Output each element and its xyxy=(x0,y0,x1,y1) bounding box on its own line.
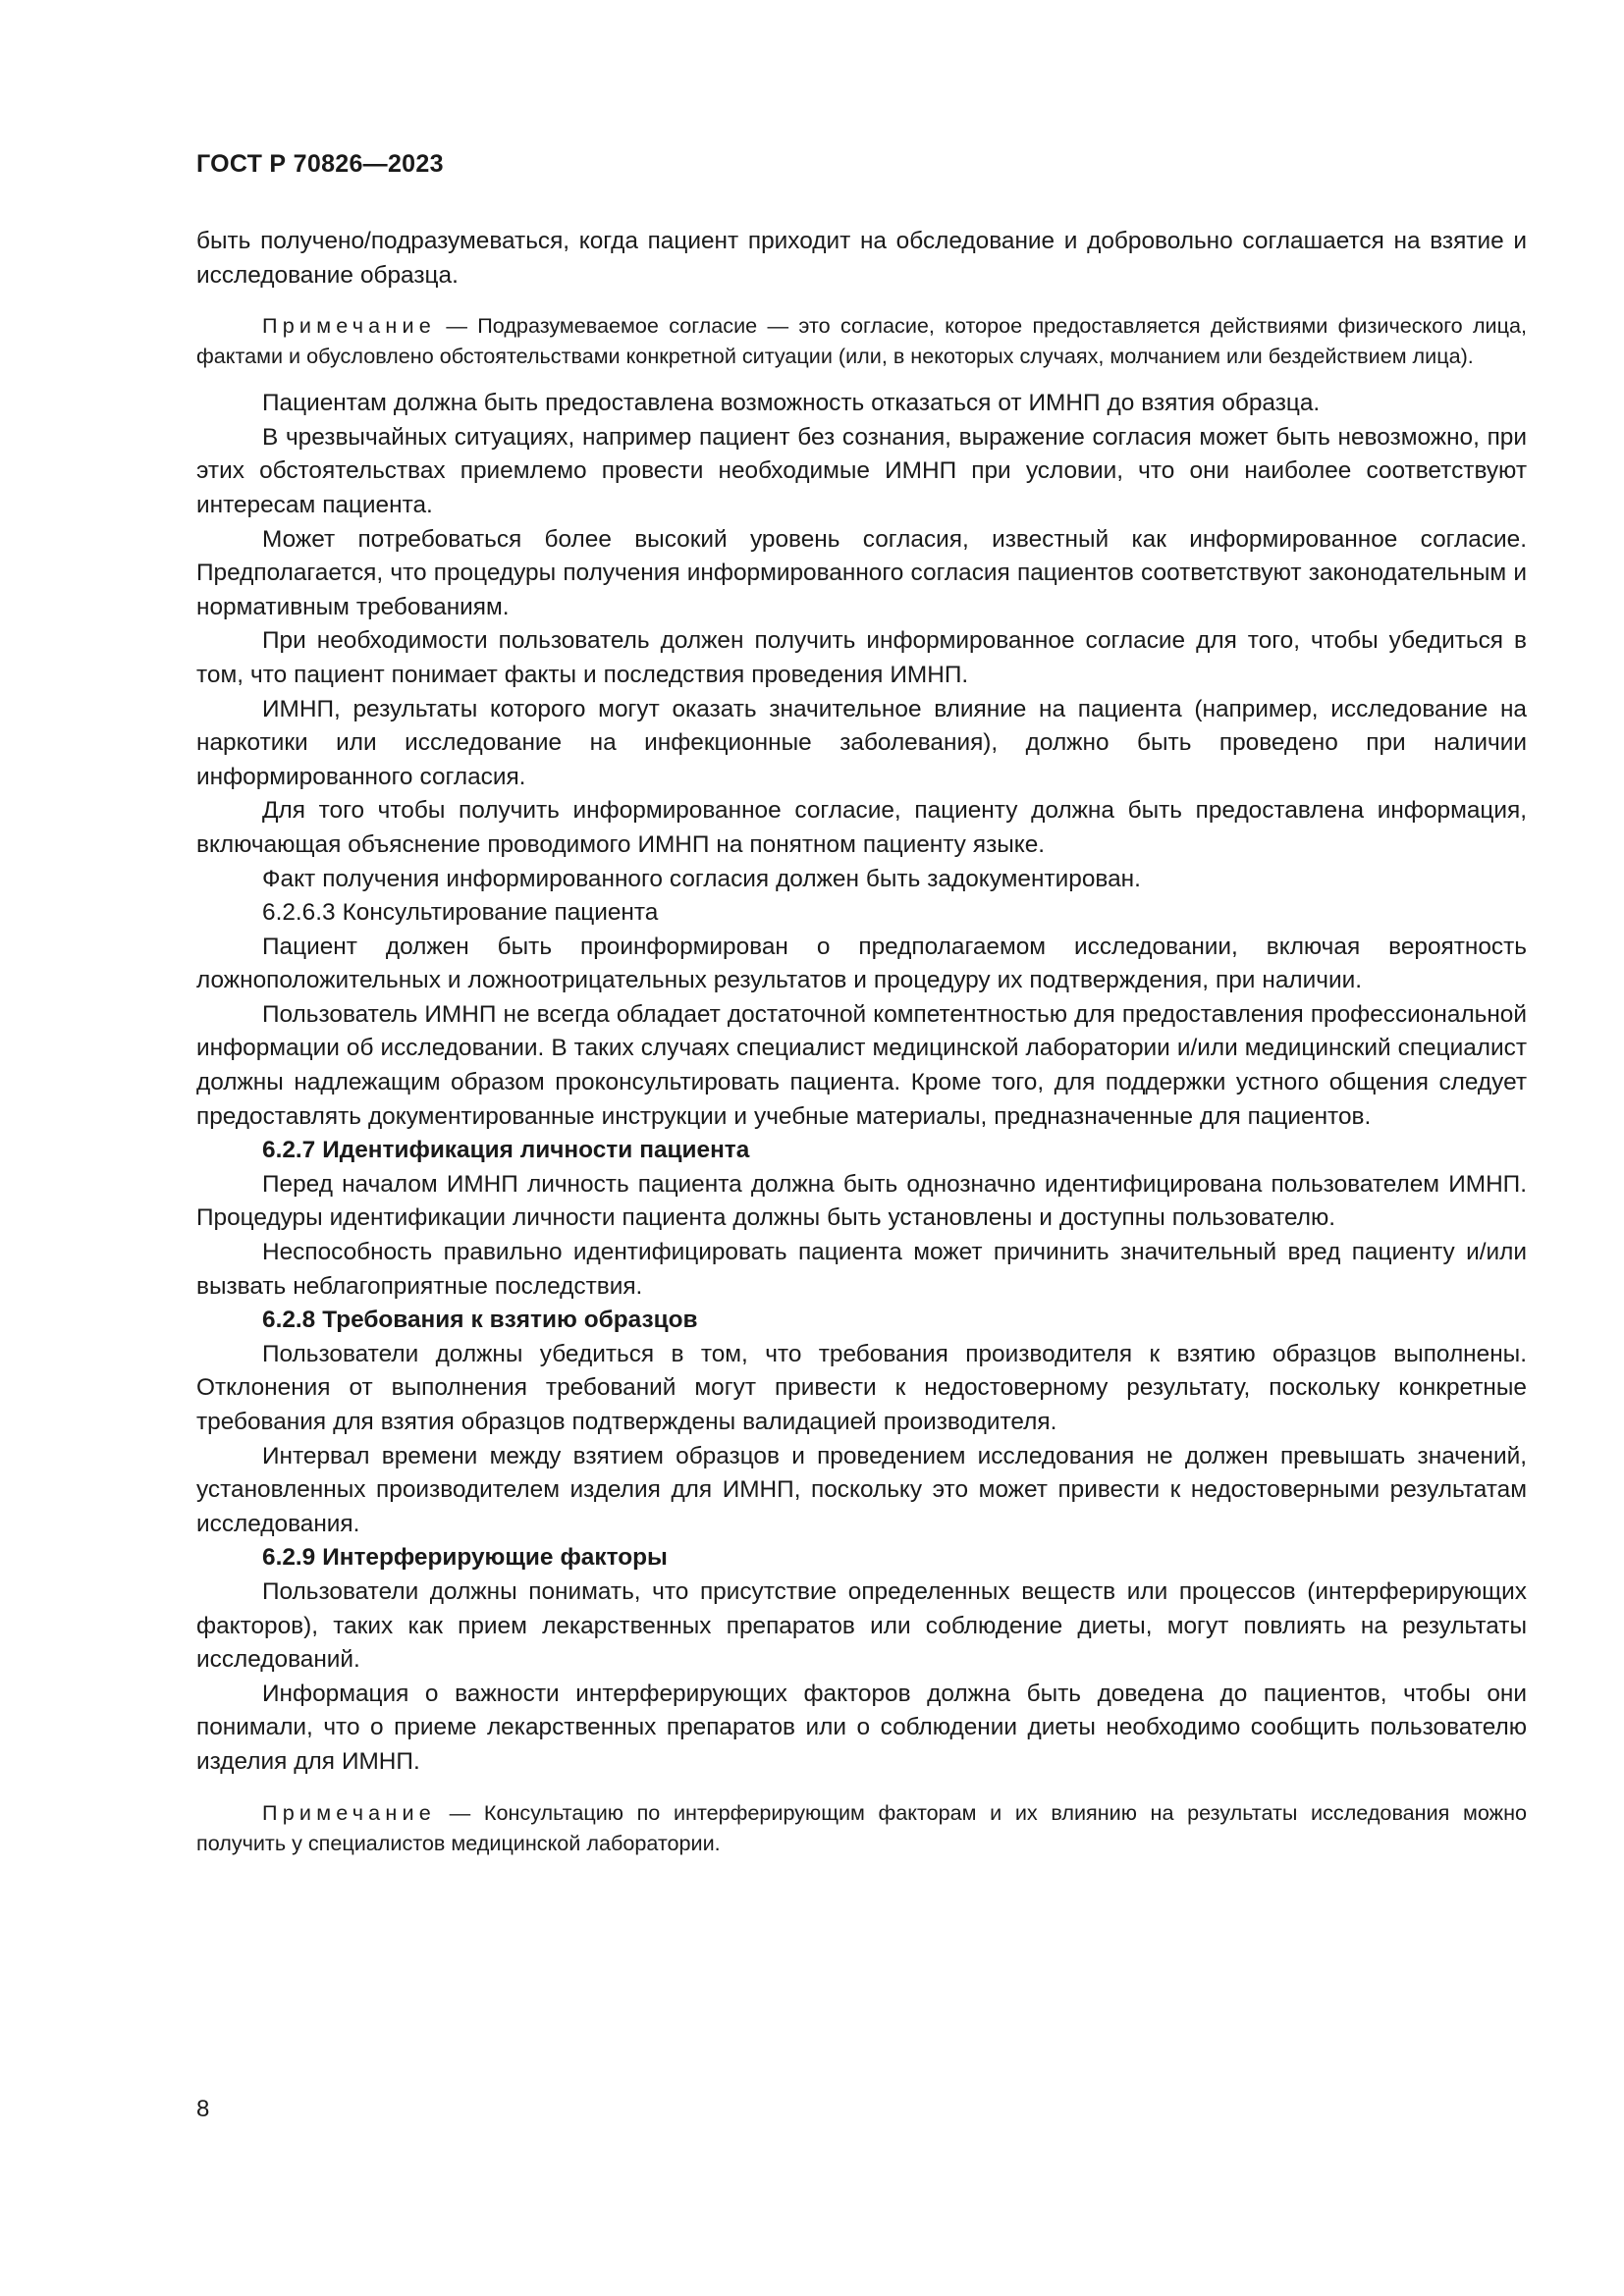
document-code-header: ГОСТ Р 70826—2023 xyxy=(196,150,444,178)
paragraph-consent-continued: быть получено/подразумеваться, когда пациент приходит на обследование и добровольно соглашается на взятие и исследование образца. xyxy=(196,228,1527,289)
section-heading-629: 6.2.9 Интерферирующие факторы xyxy=(262,1544,668,1572)
paragraph-identification-failure: Неспособность правильно идентифицировать пациента может причинить значительный вред пациенту и/или вызвать неблагоприятные последствия. xyxy=(196,1239,1527,1300)
paragraph-obtain-consent: При необходимости пользователь должен получить информированное согласие для того, чтобы убедиться в том, что пациент понимает факты и последствия проведения ИМНП. xyxy=(196,627,1527,688)
paragraph-consent-information: Для того чтобы получить информированное согласие, пациенту должна быть предоставлена информация, включающая объяснение проводимого ИМНП на понятном пациенту языке. xyxy=(196,797,1527,858)
page-number: 8 xyxy=(196,2096,210,2122)
note-implied-consent xyxy=(196,310,1527,371)
paragraph-identification: Перед началом ИМНП личность пациента должна быть однозначно идентифицирована пользователем ИМНП. Процедуры идентификации личности пациента должны быть установлены и доступны пользователю. xyxy=(196,1170,1527,1232)
paragraph-user-competence: Пользователь ИМНП не всегда обладает достаточной компетентностью для предоставления профессиональной информации об исследовании. В таких случаях специалист медицинской лаборатории и/или медицинский специалист должны надлежащим образом проконсультировать пациента. Кроме того, для поддержки устного общения следует предоставлять документированные инструкции и учебные материалы, предназначенные для пациентов. xyxy=(196,1000,1527,1130)
paragraph-manufacturer-requirements: Пользователи должны убедиться в том, что требования производителя к взятию образцов выполнены. Отклонения от выполнения требований могут привести к недостоверному результату, поскольку конкретные требования для взятия образцов подтверждены валидацией производителя. xyxy=(196,1340,1527,1435)
paragraph-patient-informed: Пациент должен быть проинформирован о предполагаемом исследовании, включая вероятность ложноположительных и ложноотрицательных результатов и процедуру их подтверждения, при наличии. xyxy=(196,933,1527,994)
paragraph-consent-documented: Факт получения информированного согласия должен быть задокументирован. xyxy=(262,865,1141,892)
paragraph-interfering-factors: Пользователи должны понимать, что присутствие определенных веществ или процессов (интерферирующих факторов), таких как прием лекарственных препаратов или соблюдение диеты, могут повлиять на результаты исследований. xyxy=(196,1577,1527,1674)
note-text: — Консультацию по интерферирующим факторам и их влиянию на результаты исследования можно получить у специалистов медицинской лаборатории. xyxy=(196,1799,1527,1855)
subsection-title-6263: 6.2.6.3 Консультирование пациента xyxy=(262,899,659,927)
note-text: — Подразумеваемое согласие — это согласие, которое предоставляется действиями физического лица, фактами и обусловлено обстоятельствами конкретной ситуации (или, в некоторых случаях, молчанием или бездействием лица). xyxy=(196,313,1527,369)
paragraph-emergency: В чрезвычайных ситуациях, например пациент без сознания, выражение согласия может быть невозможно, при этих обстоятельствах приемлемо провести необходимые ИМНП при условии, что они наиболее соответствуют интересам пациента. xyxy=(196,423,1527,518)
section-heading-628: 6.2.8 Требования к взятию образцов xyxy=(262,1307,698,1334)
paragraph-significant-impact: ИМНП, результаты которого могут оказать значительное влияние на пациента (например, исследование на наркотики или исследование на инфекционные заболевания), должно быть проведено при наличии информированного согласия. xyxy=(196,695,1527,790)
paragraph-time-interval: Интервал времени между взятием образцов и проведением исследования не должен превышать значений, установленных производителем изделия для ИМНП, поскольку это может привести к недостоверными результатам исследования. xyxy=(196,1442,1527,1537)
note-consultation xyxy=(196,1797,1527,1858)
paragraph-informed-consent-level: Может потребоваться более высокий уровень согласия, известный как информированное согласие. Предполагается, что процедуры получения информированного согласия пациентов соответствуют законодательным и нормативным требованиям. xyxy=(196,525,1527,620)
paragraph-inform-patients: Информация о важности интерферирующих факторов должна быть доведена до пациентов, чтобы они понимали, что о приеме лекарственных препаратов или о соблюдении диеты необходимо сообщить пользователю изделия для ИМНП. xyxy=(196,1680,1527,1775)
section-heading-627: 6.2.7 Идентификация личности пациента xyxy=(262,1137,750,1164)
note-label: Примечание xyxy=(262,1799,436,1825)
note-label: Примечание xyxy=(262,313,436,339)
page-content xyxy=(196,225,1527,1874)
paragraph-refuse-option: Пациентам должна быть предоставлена возможность отказаться от ИМНП до взятия образца. xyxy=(262,390,1321,417)
